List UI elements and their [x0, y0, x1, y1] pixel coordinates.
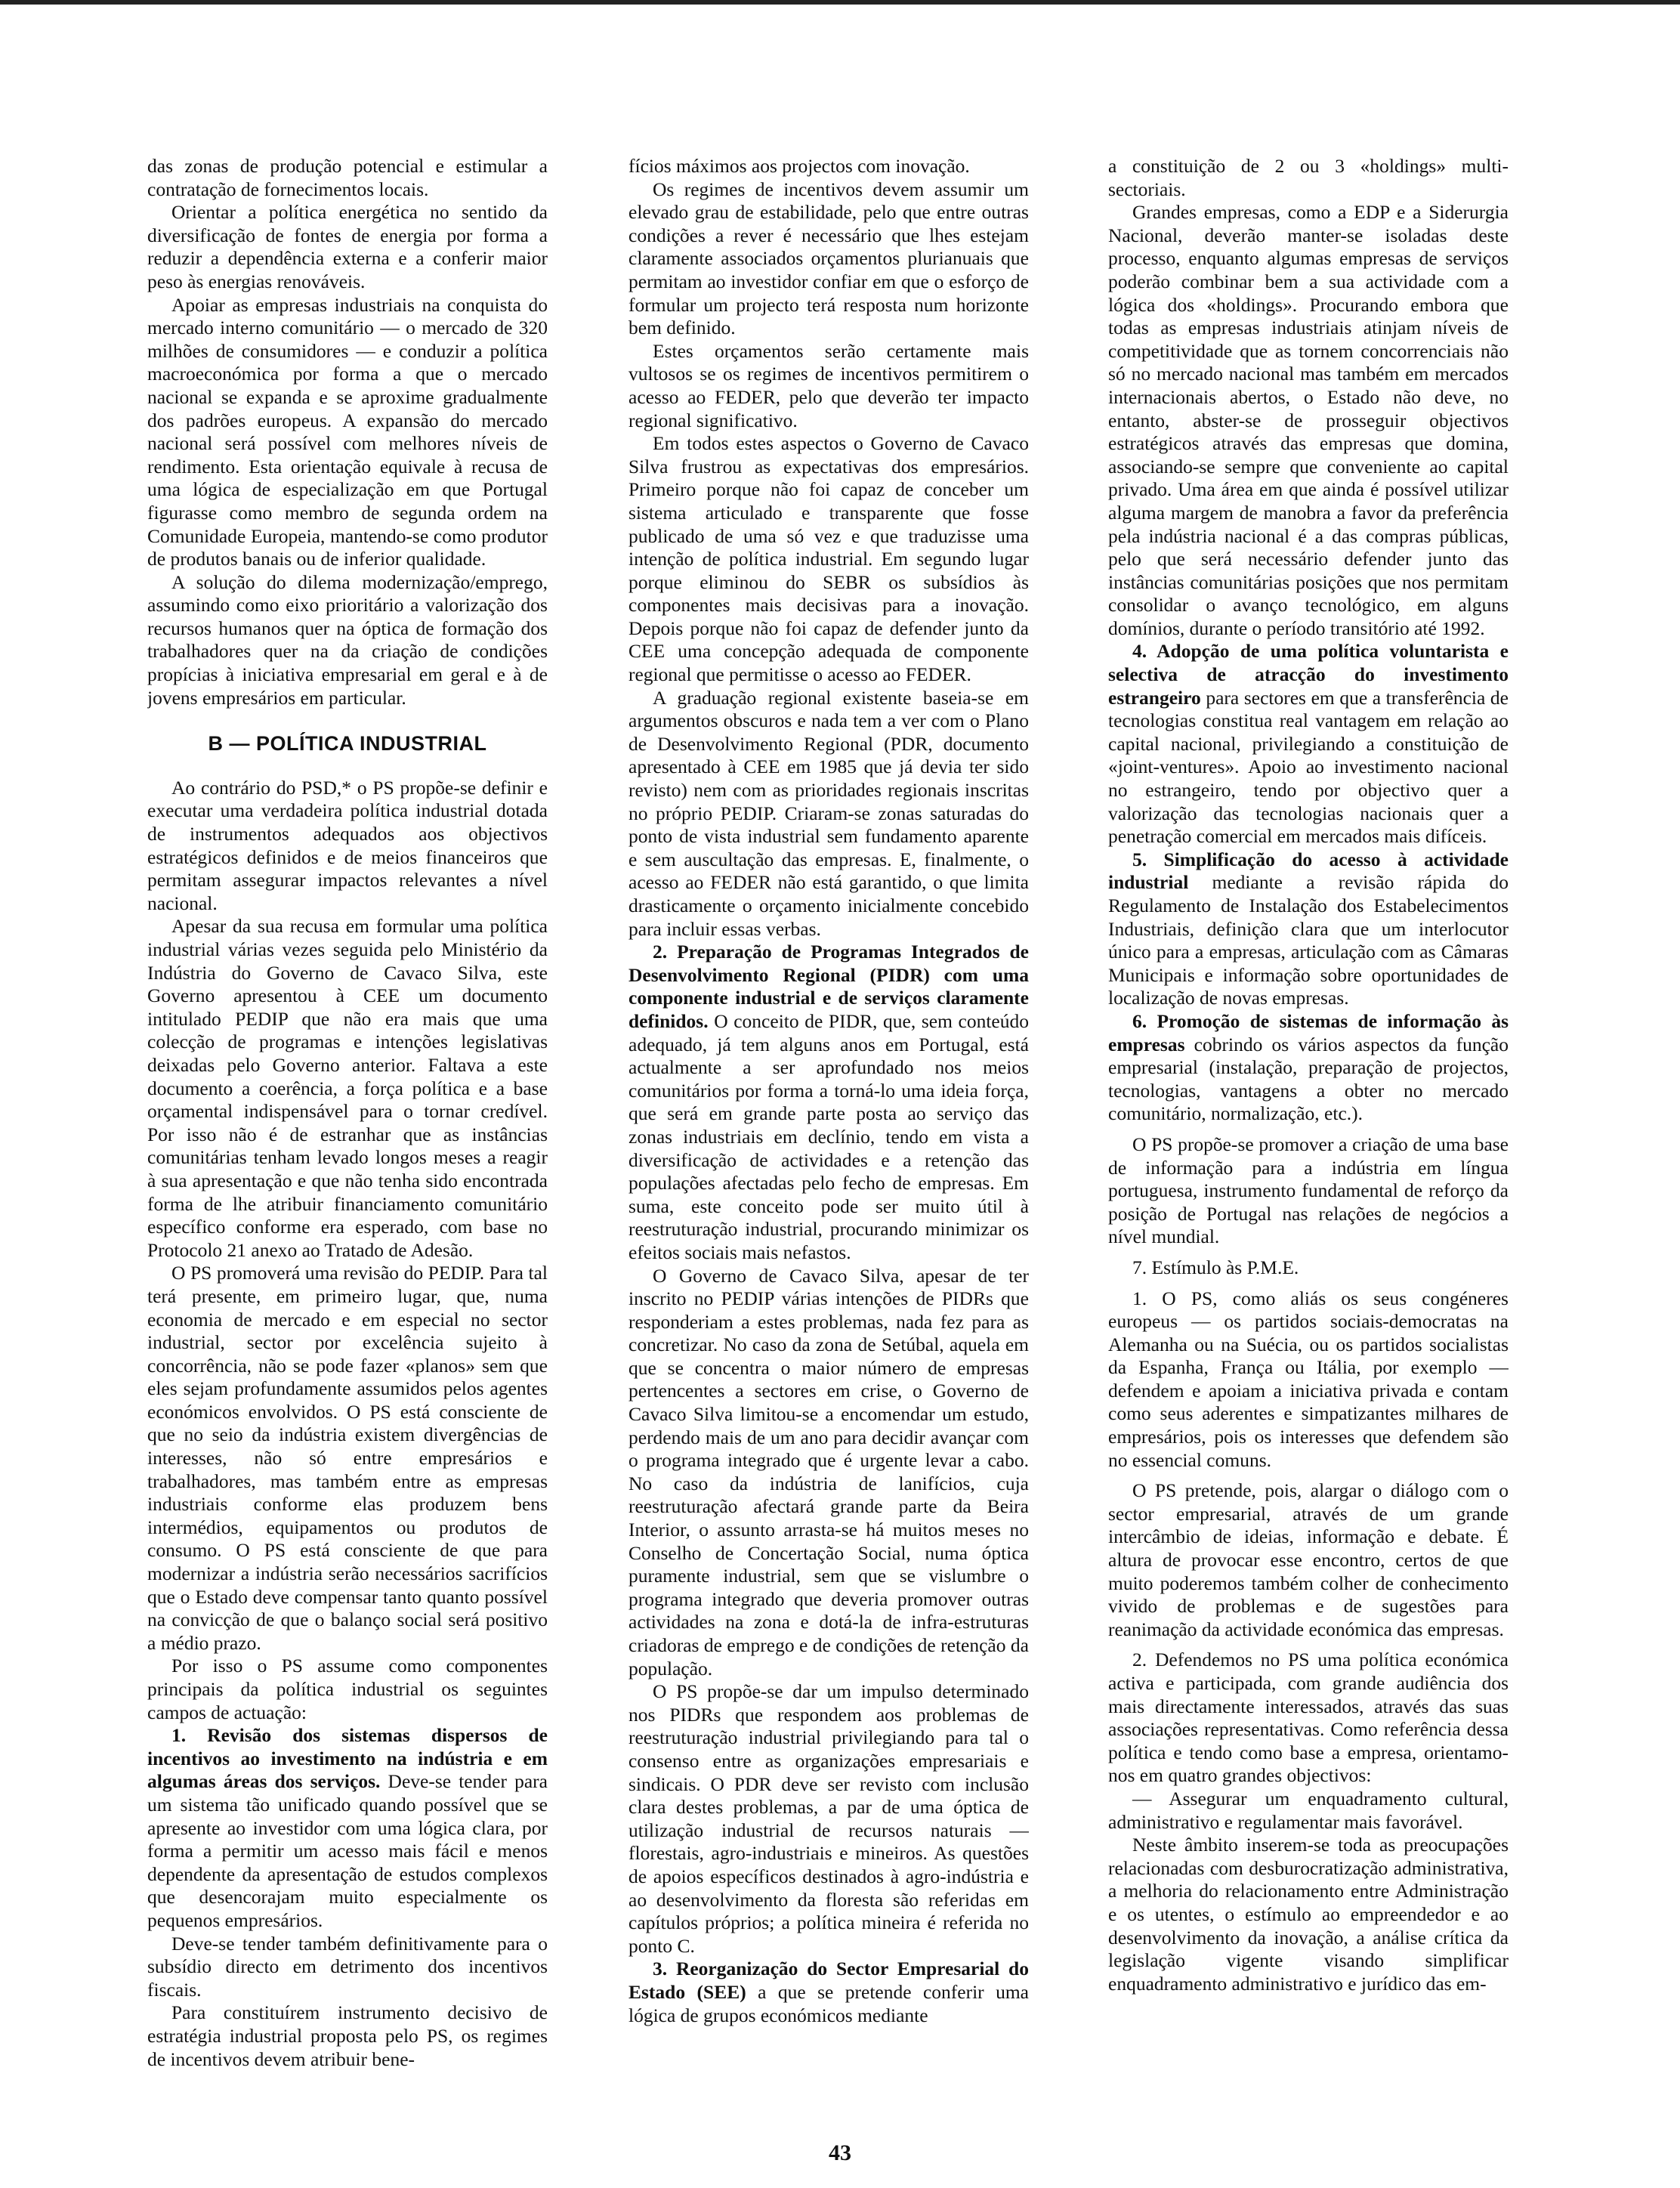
paragraph: Para constituírem instrumento decisivo de estratégia industrial proposta pelo PS, os regimes de incentivos devem atribuir bene-	[147, 2001, 548, 2070]
paragraph-text: O conceito de PIDR, que, sem conteúdo adequado, já tem alguns anos em Portugal, está actualmente a ser aprofundado nos meios comunitários por forma a torná-lo uma ideia força, que será em grande parte posta ao serviço das zonas industriais em declínio, tendo em vista a diversificação de actividades e a retenção das populações afectadas pelo fecho de empresas. Em suma, este conceito pode ser muito útil à reestruturação industrial, procurando minimizar os efeitos sociais mais nefastos.	[628, 1009, 1029, 1263]
paragraph: — Assegurar um enquadramento cultural, administrativo e regulamentar mais favorável.	[1108, 1787, 1509, 1833]
paragraph: O PS pretende, pois, alargar o diálogo com o sector empresarial, através de um grande intercâmbio de ideias, informação e debate. É altura de provocar esse encontro, certos de que muito poderemos também colher de conhecimento vivido de problemas e de sugestões para reanimação da actividade económica das empresas.	[1108, 1479, 1509, 1640]
paragraph: 2. Defendemos no PS uma política económica activa e participada, com grande audiência dos mais directamente interessados, através das suas associações representativas. Como referência dessa política e tendo como base a empresa, orientamo-nos em quatro grandes objectivos:	[1108, 1649, 1509, 1787]
subheading: 7. Estímulo às P.M.E.	[1132, 1256, 1299, 1278]
paragraph: Os regimes de incentivos devem assumir um elevado grau de estabilidade, pelo que entre outras condições a rever é necessário que lhes estejam claramente associados orçamentos plurianuais que permitam ao investidor confiar em que o esforço de formular um projecto terá resposta num horizonte bem definido.	[628, 178, 1029, 339]
paragraph-text: Deve-se tender para um sistema tão unificado quando possível que se apresente ao investidor com uma lógica clara, por forma a permitir um acesso mais fácil e menos dependente da apresentação de estudos complexos que desencorajam muito especialmente os pequenos empresários.	[147, 1770, 548, 1931]
bold-lead: 4. Adopção de uma política voluntarista e selectiva de atracção do investimento estrangeiro	[1108, 640, 1509, 709]
paragraph-text: mediante a revisão rápida do Regulamento de Instalação dos Estabelecimentos Industriais, definição clara que um interlocutor único para a empresas, articulação com as Câmaras Municipais e informação sobre oportunidades de localização de novas empresas.	[1108, 871, 1509, 1009]
paragraph: Deve-se tender também definitivamente para o subsídio directo em detrimento dos incentivos fiscais.	[147, 1932, 548, 2001]
section-heading: B — POLÍTICA INDUSTRIAL	[208, 732, 487, 756]
bold-lead: 1. Revisão dos sistemas dispersos de incentivos ao investimento na indústria e em algumas áreas dos serviços.	[147, 1724, 548, 1793]
paragraph	[628, 941, 1029, 1264]
paragraph: Grandes empresas, como a EDP e a Siderurgia Nacional, deverão manter-se isoladas deste processo, enquanto algumas empresas de serviços poderão combinar bem a sua actividade com a lógica dos «holdings». Procurando embora que todas as empresas industriais atinjam níveis de competitividade que as tornem concorrenciais não só no mercado nacional mas também em mercados internacionais abertos, o Estado não deve, no entanto, abster-se de prosseguir objectivos estratégicos através das empresas que domina, associando-se sempre que conveniente ao capital privado. Uma área em que ainda é possível utilizar alguma margem de manobra a favor da preferência pela indústria nacional é a das compras públicas, pelo que será necessário defender junto das instâncias comunitárias posições que nos permitam consolidar o avanço tecnológico, em alguns domínios, durante o período transitório até 1992.	[1108, 201, 1509, 639]
paragraph: Por isso o PS assume como componentes principais da política industrial os seguintes campos de actuação:	[147, 1655, 548, 1723]
paragraph: O PS propõe-se dar um impulso determinado nos PIDRs que respondem aos problemas de reestruturação industrial privilegiando para tal o consenso entre as organizações empresariais e sindicais. O PDR deve ser revisto com inclusão clara destes problemas, a par de uma óptica de utilização industrial de recursos naturais — florestais, agro-industriais e mineiros. As questões de apoios específicos destinados à agro-indústria e ao desenvolvimento da floresta são referidas em capítulos próprios; a política mineira é referida no ponto C.	[628, 1680, 1029, 1957]
paragraph-text: para sectores em que a transferência de tecnologias constitua real vantagem em relação ao capital nacional, privilegiando a constituição de «joint-ventures». Apoio ao investimento nacional no estrangeiro, tendo por objectivo quer a valorização das tecnologias nacionais quer a penetração comercial em mercados mais difíceis.	[1108, 686, 1509, 848]
column-3	[1108, 155, 1509, 2119]
paragraph: Apoiar as empresas industriais na conquista do mercado interno comunitário — o mercado de 320 milhões de consumidores — e conduzir a política macroeconómica por forma a que o mercado nacional se expanda e se aproxime gradualmente dos padrões europeus. A expansão do mercado nacional será possível com melhores níveis de rendimento. Esta orientação equivale à recusa de uma lógica de especialização em que Portugal figurasse como membro de segunda ordem na Comunidade Europeia, mantendo-se como produtor de produtos banais ou de inferior qualidade.	[147, 293, 548, 570]
paragraph: A solução do dilema modernização/emprego, assumindo como eixo prioritário a valorização dos recursos humanos quer na óptica de formação dos trabalhadores quer na da criação de condições propícias à iniciativa empresarial em geral e à de jovens empresários em particular.	[147, 570, 548, 709]
paragraph: Neste âmbito inserem-se toda as preocupações relacionadas com desburocratização administrativa, a melhoria do relacionamento entre Administração e os utentes, o estímulo ao empreendedor e ao desenvolvimento da inovação, a análise crítica da legislação vigente visando simplificar enquadramento administrativo e jurídico das em-	[1108, 1834, 1509, 1995]
paragraph: das zonas de produção potencial e estimular a contratação de fornecimentos locais.	[147, 155, 548, 200]
paragraph	[628, 1958, 1029, 2027]
bold-lead: 2. Preparação de Programas Integrados de Desenvolvimento Regional (PIDR) com uma componente industrial e de serviços claramente definidos.	[628, 941, 1029, 1032]
column-2	[628, 155, 1029, 2119]
bold-lead: 3. Reorganização do Sector Empresarial do Estado (SEE)	[628, 1958, 1029, 2003]
page-number: 43	[829, 2140, 851, 2165]
paragraph	[147, 1724, 548, 1932]
paragraph: Estes orçamentos serão certamente mais vultosos se os regimes de incentivos permitirem o acesso ao FEDER, pelo que deverão ter impacto regional significativo.	[628, 339, 1029, 431]
paragraph: O Governo de Cavaco Silva, apesar de ter inscrito no PEDIP várias intenções de PIDRs que responderiam a estes problemas, nada fez para as concretizar. No caso da zona de Setúbal, aquela em que se concentra o maior número de empresas pertencentes a sectores em crise, o Governo de Cavaco Silva limitou-se a encomendar um estudo, perdendo mais de um ano para decidir avançar com o programa integrado que é urgente levar a cabo. No caso da indústria de lanifícios, cuja reestruturação afectará grande parte da Beira Interior, o assunto arrasta-se há muitos meses no Conselho de Concertação Social, numa óptica puramente industrial, sem que se vislumbre o programa integrado que deveria promover outras actividades na zona e dotá-la de infra-estruturas criadoras de emprego e de condições de retenção da população.	[628, 1264, 1029, 1680]
paragraph: O PS propõe-se promover a criação de uma base de informação para a indústria em língua portuguesa, instrumento fundamental de reforço da posição de Portugal nas relações de negócios a nível mundial.	[1108, 1133, 1509, 1248]
paragraph: A graduação regional existente baseia-se em argumentos obscuros e nada tem a ver com o Plano de Desenvolvimento Regional (PDR, documento apresentado à CEE em 1985 que já devia ter sido revisto) nem com as prioridades regionais inscritas no próprio PEDIP. Criaram-se zonas saturadas do ponto de vista industrial sem fundamento aparente e sem auscultação das empresas. E, finalmente, o acesso ao FEDER não está garantido, o que limita drasticamente o orçamento inicialmente concebido para incluir essas verbas.	[628, 686, 1029, 940]
paragraph: fícios máximos aos projectos com inovação.	[628, 155, 970, 177]
paragraph: Ao contrário do PSD,* o PS propõe-se definir e executar uma verdadeira política industrial dotada de instrumentos adequados aos objectivos estratégicos definidos e de meios financeiros que permitam assegurar impactos relevantes a nível nacional.	[147, 776, 548, 914]
paragraph: a constituição de 2 ou 3 «holdings» multi-sectoriais.	[1108, 155, 1509, 200]
top-border-rule	[0, 0, 1680, 5]
bold-lead: 5. Simplificação do acesso à actividade industrial	[1108, 848, 1509, 894]
paragraph: O PS promoverá uma revisão do PEDIP. Para tal terá presente, em primeiro lugar, que, numa economia de mercado e em especial no sector industrial, sector por excelência sujeito à concorrência, não se pode fazer «planos» sem que eles sejam profundamente assumidos pelos agentes económicos envolvidos. O PS está consciente de que no seio da indústria existem divergências de interesses, não só entre empresários e trabalhadores, mas também entre as empresas industriais conforme elas produzem bens intermédios, equipamentos ou produtos de consumo. O PS está consciente de que para modernizar a indústria serão necessários sacrifícios que o Estado deve compensar tanto quanto possível na convicção de que o balanço social será positivo a médio prazo.	[147, 1262, 548, 1654]
column-1	[147, 155, 548, 2119]
paragraph-text: cobrindo os vários aspectos da função empresarial (instalação, preparação de projectos, tecnologias, vantagens a obter no mercado comunitário, normalização, etc.).	[1108, 1033, 1509, 1125]
paragraph	[1108, 848, 1509, 1010]
paragraph: 1. O PS, como aliás os seus congéneres europeus — os partidos sociais-democratas na Alemanha ou na Suécia, ou os partidos socialistas da Espanha, França ou Itália, por exemplo — defendem e apoiam a iniciativa privada e contam como seus aderentes e simpatizantes milhares de empresários, pois os interesses que defendem são no essencial comuns.	[1108, 1287, 1509, 1471]
paragraph: Em todos estes aspectos o Governo de Cavaco Silva frustrou as expectativas dos empresários. Primeiro porque não foi capaz de conceber um sistema articulado e transparente que fosse publicado de uma só vez e que traduzisse uma intenção de política industrial. Em segundo lugar porque eliminou do SEBR os subsídios às componentes mais decisivas para a inovação. Depois porque não foi capaz de defender junto da CEE uma concepção adequada de componente regional que permitisse o acesso ao FEDER.	[628, 432, 1029, 686]
paragraph-text: a que se pretende conferir uma lógica de grupos económicos mediante	[628, 1980, 1029, 2026]
paragraph: Apesar da sua recusa em formular uma política industrial várias vezes seguida pelo Ministério da Indústria do Governo de Cavaco Silva, este Governo apresentou à CEE um documento intitulado PEDIP que não era mais que uma colecção de programas e intenções legislativas deixadas pelo Governo anterior. Faltava a este documento a coerência, a força política e a base orçamental indispensável para o tornar credível. Por isso não é de estranhar que as instâncias comunitárias tenham levado longos meses a reagir à sua apresentação e que não tenha sido encontrada forma de lhe atribuir financiamento comunitário específico conforme era esperado, com base no Protocolo 21 anexo ao Tratado de Adesão.	[147, 915, 548, 1261]
paragraph	[1108, 1010, 1509, 1126]
bold-lead: 6. Promoção de sistemas de informação às empresas	[1108, 1009, 1509, 1055]
paragraph	[1108, 640, 1509, 848]
paragraph: Orientar a política energética no sentido da diversificação de fontes de energia por forma a reduzir a dependência externa e a conferir maior peso às energias renováveis.	[147, 201, 548, 292]
